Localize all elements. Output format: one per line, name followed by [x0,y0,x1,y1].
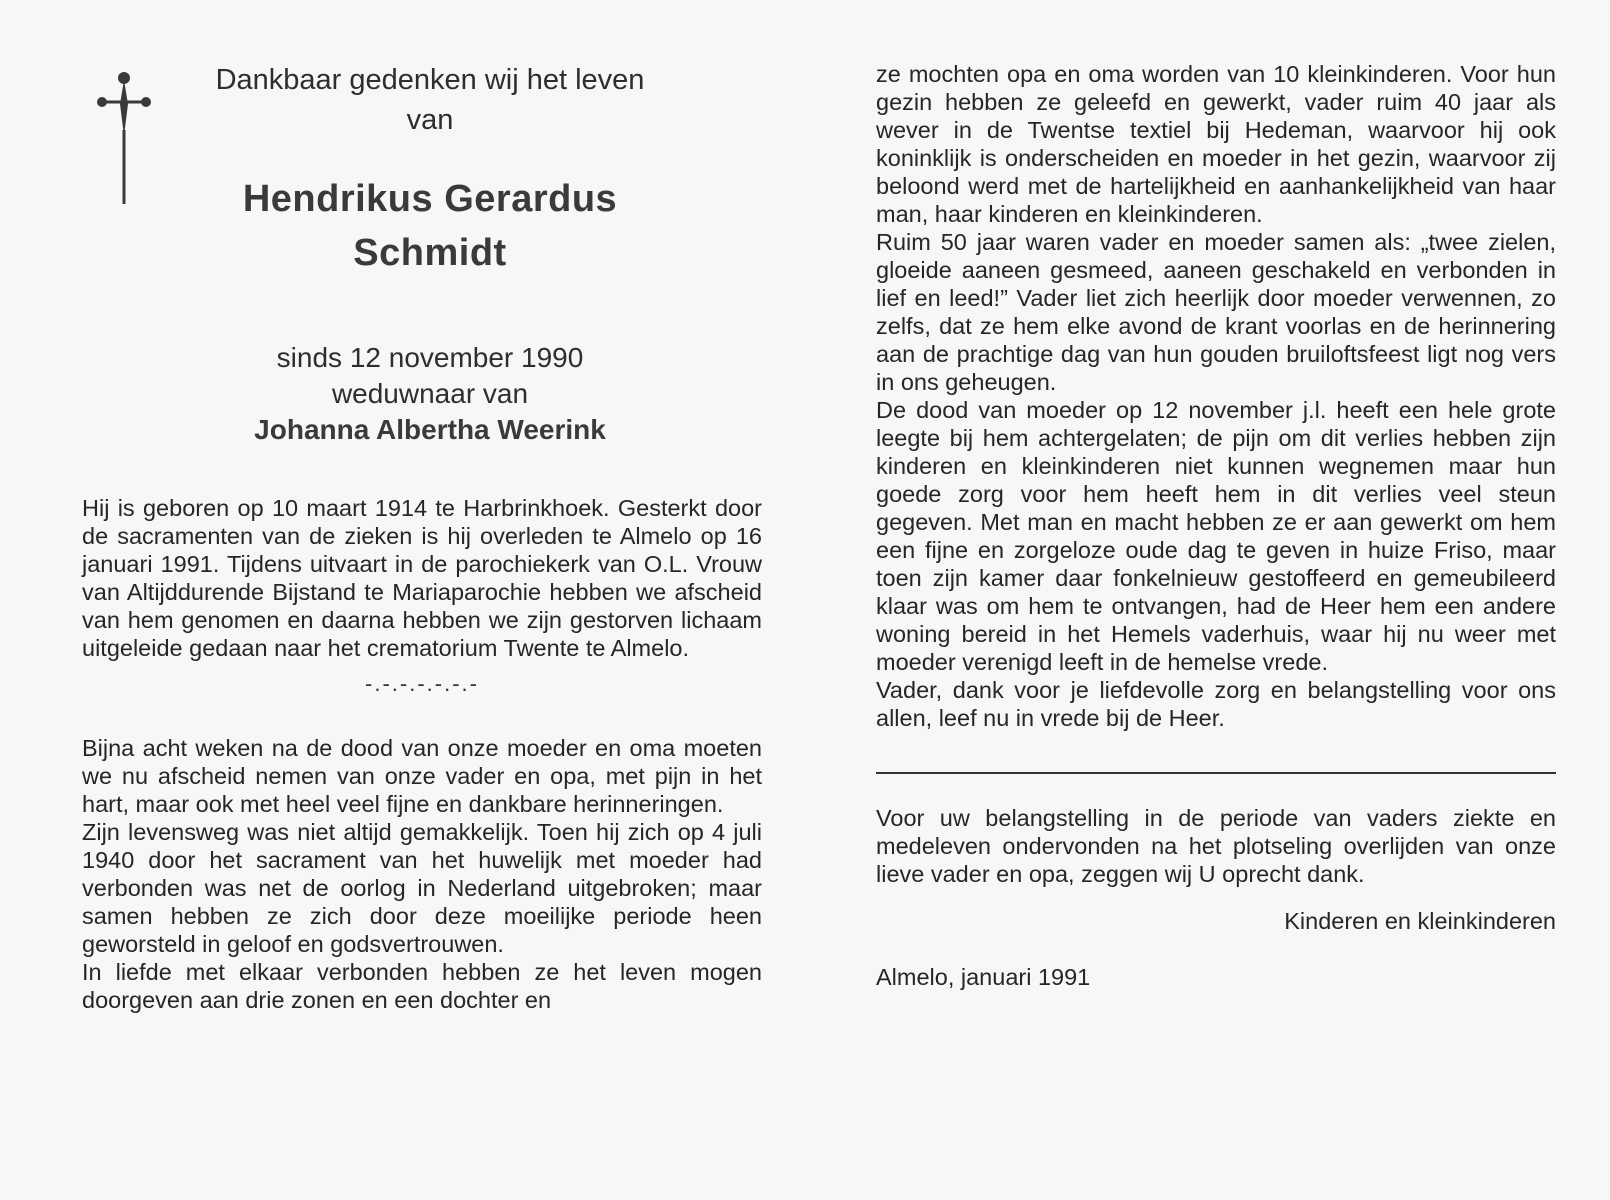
spouse-name: Johanna Albertha Weerink [254,414,606,445]
horizontal-rule [876,772,1556,774]
thanks-paragraph: Voor uw belangstelling in de periode van vaders ziekte en medeleven ondervonden na het plotseling overlijden van onze lieve vader en opa, zeggen wij U oprecht dank. [876,805,1556,887]
marriage-paragraph: Ruim 50 jaar waren vader en moeder samen als: „twee zielen, gloeide aaneen gesmeed, aaneen geschakeld en verbonden in lief en leed!” Vader liet zich heerlijk door moeder verwennen, zo zelfs, dat ze hem elke avond de krant voorlas en de herinnering aan de prachtige dag van hun gouden bruiloftsfeest ligt nog vers in ons geheugen. [876,229,1556,395]
family-paragraph: ze mochten opa en oma worden van 10 kleinkinderen. Voor hun gezin hebben ze geleefd en gewerkt, vader ruim 40 jaar als wever in de Twentse textiel bij Hedeman, waarvoor hij ook koninklijk is onderscheiden en moeder in het gezin, waarvoor zij beloond werd met de hartelijkheid en aanhankelijkheid van haar man, haar kinderen en kleinkinderen. [876,61,1556,227]
place-date: Almelo, januari 1991 [876,964,1091,990]
children-paragraph: In liefde met elkaar verbonden hebben ze het leven mogen doorgeven aan drie zonen en een dochter en [82,959,762,1013]
left-column [82,494,762,1014]
header-block [180,60,680,140]
mother-death-paragraph: De dood van moeder op 12 november j.l. heeft een hele grote leegte bij hem achtergelaten; de pijn om dit verlies hebben zijn kinderen en kleinkinderen niet kunnen wegnemen maar hun goede zorg voor hem heeft hem in dit verlies veel steun gegeven. Met man en macht hebben ze er aan gewerkt om hem een fijne en zorgeloze oude dag te geven in huize Friso, maar toen zijn kamer daar fonkelnieuw gestoffeerd en gemeubileerd klaar was om hem te ontvangen, had de Heer hem een andere woning bereid in het Hemels vaderhuis, waar hij nu weer met moeder verenigd leeft in de hemelse vrede. [876,397,1556,675]
signature: Kinderen en kleinkinderen [1284,908,1556,934]
deceased-surname: Schmidt [353,232,507,274]
intro-line: Dankbaar gedenken wij het leven [215,64,645,96]
deceased-name-block [180,172,680,280]
birth-death-paragraph: Hij is geboren op 10 maart 1914 te Harbrinkhoek. Gesterkt door de sacramenten van de zieken is hij overleden te Almelo op 16 januari 1991. Tijdens uitvaart in de parochiekerk van O.L. Vrouw van Altijddurende Bijstand te Mariaparochie hebben we afscheid van hem genomen en daarna hebben we zijn gestorven lichaam uitgeleide gedaan naar het crematorium Twente te Almelo. [82,495,762,661]
farewell-paragraph: Bijna acht weken na de dood van onze moeder en oma moeten we nu afscheid nemen van onze vader en opa, met pijn in het hart, maar ook met heel veel fijne en dankbare herinneringen. [82,735,762,817]
widower-block [180,340,680,448]
cross-icon [96,70,152,210]
right-column [876,60,1556,992]
widower-label: weduwnaar van [331,378,529,409]
deceased-first-names: Hendrikus Gerardus [242,178,618,220]
closing-paragraph: Vader, dank voor je liefdevolle zorg en belangstelling voor ons allen, leef nu in vrede bij de Heer. [876,677,1556,731]
intro-van: van [406,104,454,136]
life-path-paragraph: Zijn levensweg was niet altijd gemakkelijk. Toen hij zich op 4 juli 1940 door het sacrament van het huwelijk met moeder had verbonden was net de oorlog in Nederland uitgebroken; maar samen hebben ze zich door deze moeilijke periode heen geworsteld in geloof en godsvertrouwen. [82,819,762,957]
widower-since: sinds 12 november 1990 [276,342,584,373]
dotted-separator: -.-.-.-.-.-.- [365,671,479,696]
